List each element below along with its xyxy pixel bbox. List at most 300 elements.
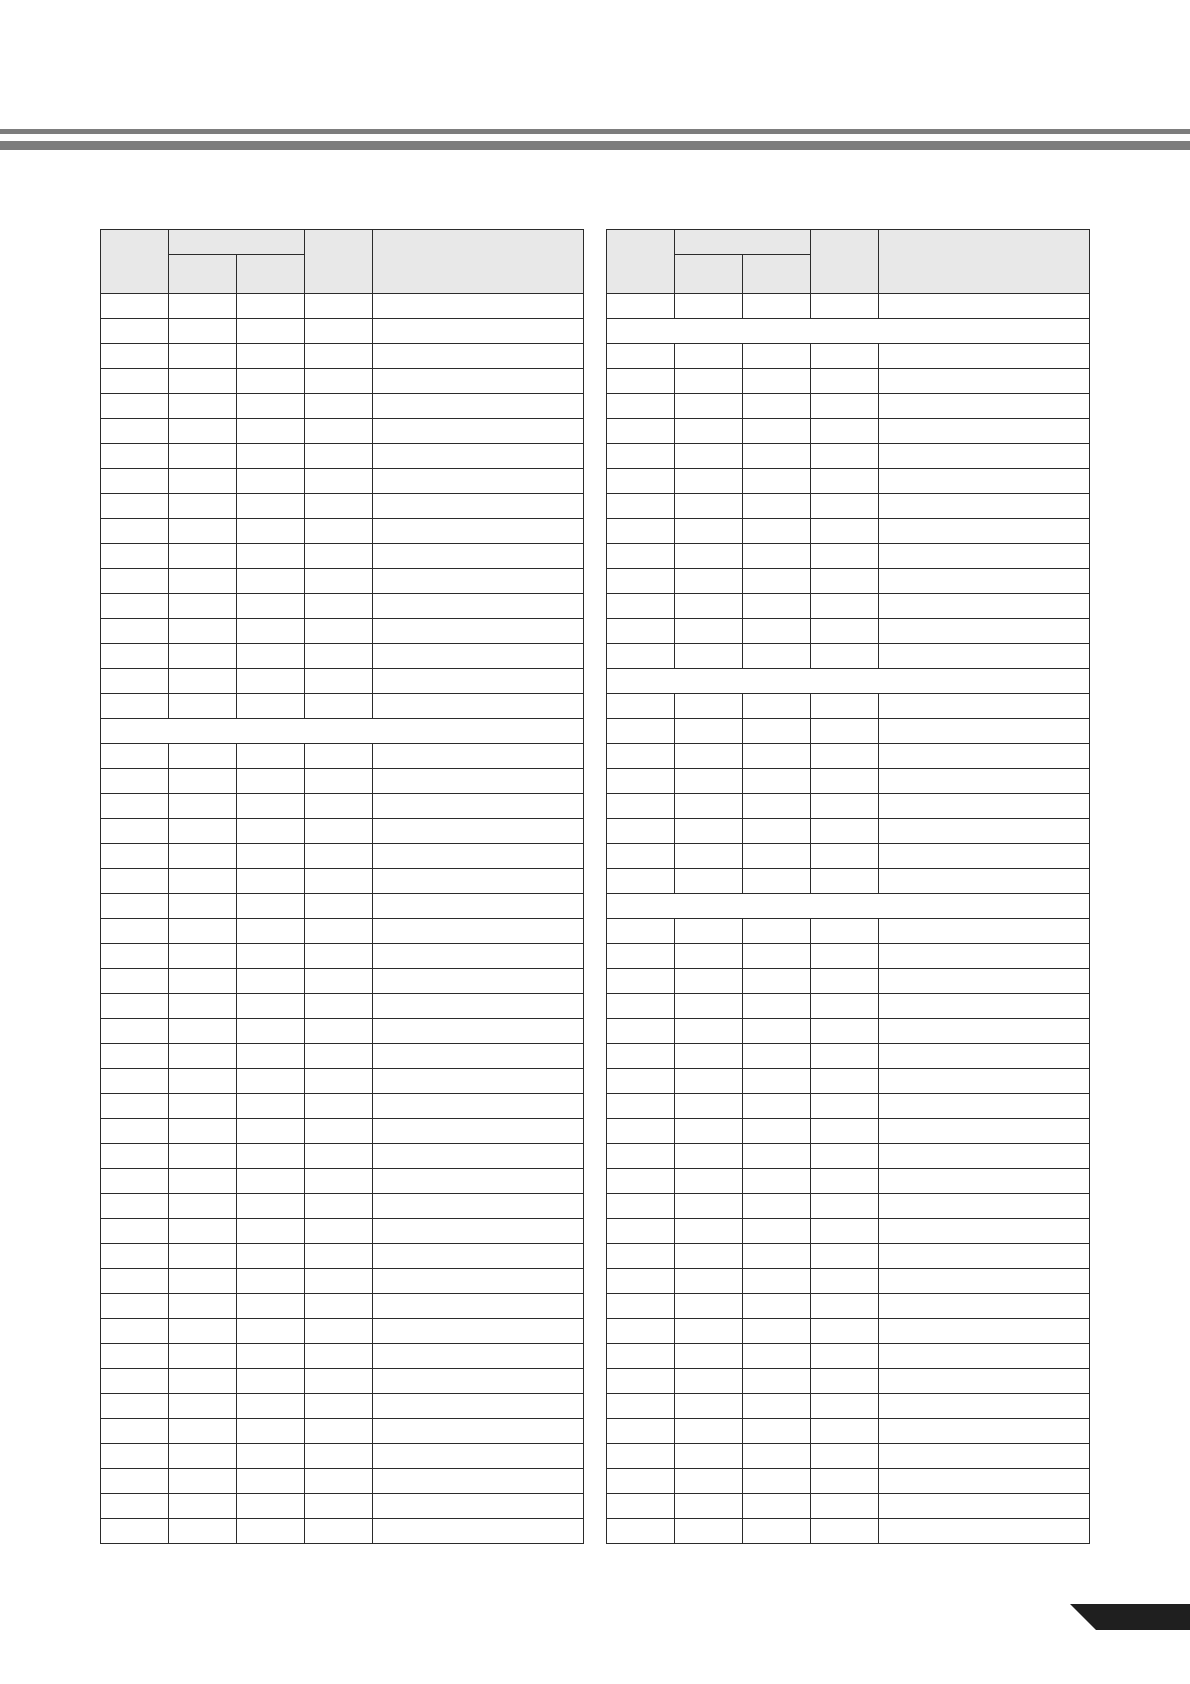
table-cell	[811, 594, 879, 619]
table-cell	[607, 394, 675, 419]
table-row	[101, 794, 584, 819]
table-cell	[373, 794, 584, 819]
table-cell	[169, 1144, 237, 1169]
table-cell	[101, 794, 169, 819]
table-row	[607, 819, 1090, 844]
table-cell	[101, 919, 169, 944]
table-cell	[169, 819, 237, 844]
table-cell	[879, 369, 1090, 394]
table-cell	[373, 844, 584, 869]
table-row	[607, 1144, 1090, 1169]
table-row	[101, 619, 584, 644]
table-cell	[811, 969, 879, 994]
table-cell	[675, 844, 743, 869]
table-row	[607, 494, 1090, 519]
table-cell	[305, 1244, 373, 1269]
table-cell	[101, 694, 169, 719]
table-row	[607, 644, 1090, 669]
table-cell	[811, 1469, 879, 1494]
table-cell	[743, 394, 811, 419]
right-data-table	[606, 229, 1090, 1544]
right-table-panel	[606, 229, 1090, 1544]
table-cell	[743, 944, 811, 969]
table-row	[101, 344, 584, 369]
table-row	[101, 744, 584, 769]
table-cell	[305, 544, 373, 569]
table-cell	[305, 1269, 373, 1294]
table-cell	[743, 719, 811, 744]
table-cell	[305, 569, 373, 594]
table-cell	[169, 1494, 237, 1519]
table-row	[607, 794, 1090, 819]
left-data-table	[100, 229, 584, 1544]
table-cell	[237, 844, 305, 869]
table-row	[101, 1469, 584, 1494]
table-cell	[675, 419, 743, 444]
table-cell	[675, 1319, 743, 1344]
table-row	[607, 1494, 1090, 1519]
table-cell	[101, 944, 169, 969]
right-header-col-4	[811, 230, 879, 294]
table-cell	[811, 519, 879, 544]
table-cell	[675, 1394, 743, 1419]
table-cell	[101, 419, 169, 444]
table-cell	[237, 569, 305, 594]
table-cell	[879, 1244, 1090, 1269]
table-cell	[743, 444, 811, 469]
table-cell	[811, 744, 879, 769]
table-cell	[305, 1419, 373, 1444]
table-cell	[373, 1044, 584, 1069]
table-cell	[879, 444, 1090, 469]
table-cell	[237, 344, 305, 369]
table-cell	[169, 919, 237, 944]
table-cell	[373, 1244, 584, 1269]
table-cell	[743, 1269, 811, 1294]
table-cell	[607, 1194, 675, 1219]
table-row	[607, 969, 1090, 994]
table-cell	[675, 794, 743, 819]
table-cell	[373, 1094, 584, 1119]
table-cell	[743, 1394, 811, 1419]
table-cell	[373, 994, 584, 1019]
table-cell	[879, 1094, 1090, 1119]
table-cell	[879, 1469, 1090, 1494]
table-cell	[811, 1119, 879, 1144]
table-cell	[607, 1394, 675, 1419]
table-cell	[373, 1119, 584, 1144]
table-cell	[101, 769, 169, 794]
table-cell	[879, 1294, 1090, 1319]
table-cell	[811, 1019, 879, 1044]
right-table-header	[607, 230, 1090, 294]
table-cell	[743, 969, 811, 994]
table-cell	[101, 1444, 169, 1469]
table-cell	[675, 694, 743, 719]
table-cell	[237, 1044, 305, 1069]
table-cell	[101, 1069, 169, 1094]
table-cell	[305, 844, 373, 869]
table-row	[101, 1244, 584, 1269]
table-cell	[743, 844, 811, 869]
table-cell	[305, 794, 373, 819]
table-row	[101, 644, 584, 669]
table-cell	[373, 1194, 584, 1219]
table-cell	[675, 1019, 743, 1044]
table-cell	[305, 494, 373, 519]
table-cell	[169, 519, 237, 544]
table-cell	[237, 1094, 305, 1119]
table-cell	[879, 1419, 1090, 1444]
table-cell	[373, 769, 584, 794]
table-cell	[743, 344, 811, 369]
table-cell	[607, 1119, 675, 1144]
table-cell	[879, 819, 1090, 844]
table-row	[607, 769, 1090, 794]
table-cell	[237, 1344, 305, 1369]
table-row	[101, 894, 584, 919]
table-cell	[373, 319, 584, 344]
table-cell	[811, 769, 879, 794]
table-cell	[879, 1144, 1090, 1169]
table-cell	[743, 1094, 811, 1119]
table-row	[101, 944, 584, 969]
table-cell	[675, 744, 743, 769]
table-cell	[607, 794, 675, 819]
table-cell	[811, 1519, 879, 1544]
table-cell	[743, 744, 811, 769]
table-cell	[607, 719, 675, 744]
table-cell	[607, 619, 675, 644]
table-cell	[607, 369, 675, 394]
table-cell	[879, 769, 1090, 794]
table-cell	[879, 994, 1090, 1019]
table-cell	[675, 1169, 743, 1194]
table-cell	[607, 1019, 675, 1044]
table-cell	[607, 1244, 675, 1269]
table-cell	[879, 1069, 1090, 1094]
table-cell	[237, 619, 305, 644]
table-cell	[373, 1469, 584, 1494]
table-cell	[101, 669, 169, 694]
table-cell	[237, 1219, 305, 1244]
table-cell	[305, 1044, 373, 1069]
table-cell	[373, 569, 584, 594]
table-cell	[101, 1319, 169, 1344]
table-row	[101, 1044, 584, 1069]
table-cell	[305, 469, 373, 494]
table-cell	[811, 869, 879, 894]
table-cell	[169, 994, 237, 1019]
table-cell	[101, 894, 169, 919]
table-cell	[237, 969, 305, 994]
table-cell	[169, 1419, 237, 1444]
table-row	[607, 569, 1090, 594]
table-cell	[675, 619, 743, 644]
table-cell	[237, 1069, 305, 1094]
table-cell	[169, 644, 237, 669]
table-cell	[879, 644, 1090, 669]
table-cell	[607, 294, 675, 319]
table-cell	[743, 519, 811, 544]
table-cell	[675, 1494, 743, 1519]
table-row	[101, 1144, 584, 1169]
table-cell	[743, 544, 811, 569]
table-cell	[237, 1119, 305, 1144]
table-cell	[811, 1044, 879, 1069]
table-cell	[879, 1444, 1090, 1469]
table-cell	[305, 969, 373, 994]
table-row	[101, 569, 584, 594]
table-cell	[743, 1319, 811, 1344]
table-cell	[237, 369, 305, 394]
table-cell	[101, 1344, 169, 1369]
table-cell	[743, 1294, 811, 1319]
table-row	[607, 994, 1090, 1019]
table-cell	[101, 594, 169, 619]
table-cell	[305, 1019, 373, 1044]
table-cell	[305, 1119, 373, 1144]
header-rule-thin	[0, 129, 1190, 134]
table-cell	[607, 594, 675, 619]
table-cell	[305, 1144, 373, 1169]
table-cell	[373, 594, 584, 619]
table-cell	[675, 1044, 743, 1069]
table-cell	[237, 519, 305, 544]
table-cell	[743, 869, 811, 894]
table-cell	[607, 344, 675, 369]
table-cell	[305, 294, 373, 319]
table-cell	[237, 944, 305, 969]
table-cell	[743, 919, 811, 944]
table-cell	[101, 969, 169, 994]
table-cell	[373, 1219, 584, 1244]
table-row	[101, 1294, 584, 1319]
table-cell	[743, 1444, 811, 1469]
table-cell	[373, 469, 584, 494]
table-cell	[169, 444, 237, 469]
section-cell	[607, 894, 1090, 919]
table-cell	[675, 1144, 743, 1169]
table-row	[607, 1044, 1090, 1069]
table-cell	[101, 1044, 169, 1069]
table-cell	[811, 1419, 879, 1444]
table-cell	[305, 644, 373, 669]
table-cell	[101, 344, 169, 369]
table-cell	[675, 369, 743, 394]
section-cell	[607, 319, 1090, 344]
table-cell	[169, 1244, 237, 1269]
table-row	[101, 1269, 584, 1294]
table-row	[101, 444, 584, 469]
table-cell	[237, 644, 305, 669]
left-header-col-5	[373, 230, 584, 294]
table-cell	[237, 1419, 305, 1444]
table-cell	[879, 794, 1090, 819]
table-cell	[811, 1144, 879, 1169]
table-row	[607, 394, 1090, 419]
table-cell	[373, 1069, 584, 1094]
table-cell	[305, 519, 373, 544]
table-cell	[169, 1369, 237, 1394]
table-row	[101, 1119, 584, 1144]
table-row	[607, 1119, 1090, 1144]
table-row	[101, 694, 584, 719]
table-cell	[169, 969, 237, 994]
table-cell	[743, 1369, 811, 1394]
table-cell	[169, 1344, 237, 1369]
table-cell	[811, 1319, 879, 1344]
table-cell	[607, 769, 675, 794]
table-cell	[607, 1144, 675, 1169]
table-row	[101, 669, 584, 694]
table-cell	[169, 469, 237, 494]
table-cell	[811, 1069, 879, 1094]
table-cell	[879, 969, 1090, 994]
table-row	[101, 1519, 584, 1544]
table-cell	[305, 669, 373, 694]
table-cell	[743, 994, 811, 1019]
table-cell	[675, 544, 743, 569]
table-cell	[373, 294, 584, 319]
left-header-col-1	[101, 230, 169, 294]
table-cell	[811, 544, 879, 569]
table-cell	[811, 944, 879, 969]
table-cell	[101, 844, 169, 869]
table-cell	[101, 1369, 169, 1394]
table-cell	[237, 1469, 305, 1494]
table-cell	[237, 1169, 305, 1194]
table-cell	[101, 619, 169, 644]
table-cell	[373, 369, 584, 394]
table-cell	[101, 1019, 169, 1044]
table-row	[607, 1219, 1090, 1244]
table-row	[101, 1344, 584, 1369]
table-cell	[169, 1294, 237, 1319]
table-cell	[675, 1519, 743, 1544]
table-cell	[101, 394, 169, 419]
table-row	[101, 1169, 584, 1194]
table-cell	[607, 1169, 675, 1194]
table-cell	[237, 869, 305, 894]
table-cell	[237, 794, 305, 819]
table-cell	[879, 1169, 1090, 1194]
table-cell	[373, 394, 584, 419]
table-cell	[373, 1369, 584, 1394]
table-cell	[607, 544, 675, 569]
table-cell	[373, 869, 584, 894]
table-row	[607, 1344, 1090, 1369]
table-cell	[811, 369, 879, 394]
table-cell	[373, 619, 584, 644]
table-cell	[743, 594, 811, 619]
table-cell	[879, 719, 1090, 744]
table-cell	[169, 544, 237, 569]
table-cell	[305, 869, 373, 894]
left-table-header	[101, 230, 584, 294]
table-cell	[101, 444, 169, 469]
table-cell	[811, 1269, 879, 1294]
table-cell	[373, 519, 584, 544]
table-cell	[811, 444, 879, 469]
table-cell	[879, 1019, 1090, 1044]
table-cell	[237, 1319, 305, 1344]
table-cell	[305, 1469, 373, 1494]
table-row	[101, 594, 584, 619]
table-row	[607, 594, 1090, 619]
table-cell	[101, 819, 169, 844]
table-cell	[101, 744, 169, 769]
table-cell	[305, 1219, 373, 1244]
table-cell	[237, 1494, 305, 1519]
table-cell	[305, 1194, 373, 1219]
table-cell	[237, 1019, 305, 1044]
table-cell	[811, 919, 879, 944]
table-cell	[373, 1169, 584, 1194]
table-cell	[373, 1419, 584, 1444]
table-cell	[607, 1344, 675, 1369]
table-cell	[607, 1269, 675, 1294]
table-cell	[675, 1469, 743, 1494]
table-cell	[305, 1444, 373, 1469]
table-cell	[101, 1219, 169, 1244]
table-cell	[101, 644, 169, 669]
table-cell	[169, 844, 237, 869]
table-cell	[811, 569, 879, 594]
table-cell	[373, 1144, 584, 1169]
table-cell	[237, 394, 305, 419]
table-cell	[373, 1019, 584, 1044]
table-cell	[607, 1369, 675, 1394]
table-cell	[305, 444, 373, 469]
table-cell	[305, 1294, 373, 1319]
table-cell	[373, 1519, 584, 1544]
table-cell	[101, 1244, 169, 1269]
table-row	[607, 1094, 1090, 1119]
table-cell	[879, 344, 1090, 369]
table-cell	[811, 1294, 879, 1319]
table-row	[101, 1069, 584, 1094]
table-cell	[373, 419, 584, 444]
table-cell	[607, 569, 675, 594]
table-cell	[169, 1069, 237, 1094]
table-cell	[607, 1044, 675, 1069]
table-cell	[879, 1369, 1090, 1394]
table-cell	[811, 1444, 879, 1469]
table-cell	[101, 1119, 169, 1144]
table-cell	[879, 1269, 1090, 1294]
table-cell	[675, 819, 743, 844]
table-row	[607, 1294, 1090, 1319]
table-cell	[879, 944, 1090, 969]
table-row	[607, 1319, 1090, 1344]
table-cell	[811, 619, 879, 644]
table-cell	[169, 619, 237, 644]
table-cell	[237, 1369, 305, 1394]
table-row	[101, 494, 584, 519]
table-cell	[675, 469, 743, 494]
table-cell	[373, 894, 584, 919]
table-row	[101, 1219, 584, 1244]
table-cell	[373, 644, 584, 669]
table-cell	[305, 1494, 373, 1519]
table-cell	[101, 494, 169, 519]
table-cell	[305, 1344, 373, 1369]
header-rule-thick	[0, 141, 1190, 150]
table-cell	[169, 1219, 237, 1244]
table-cell	[237, 819, 305, 844]
table-cell	[237, 919, 305, 944]
